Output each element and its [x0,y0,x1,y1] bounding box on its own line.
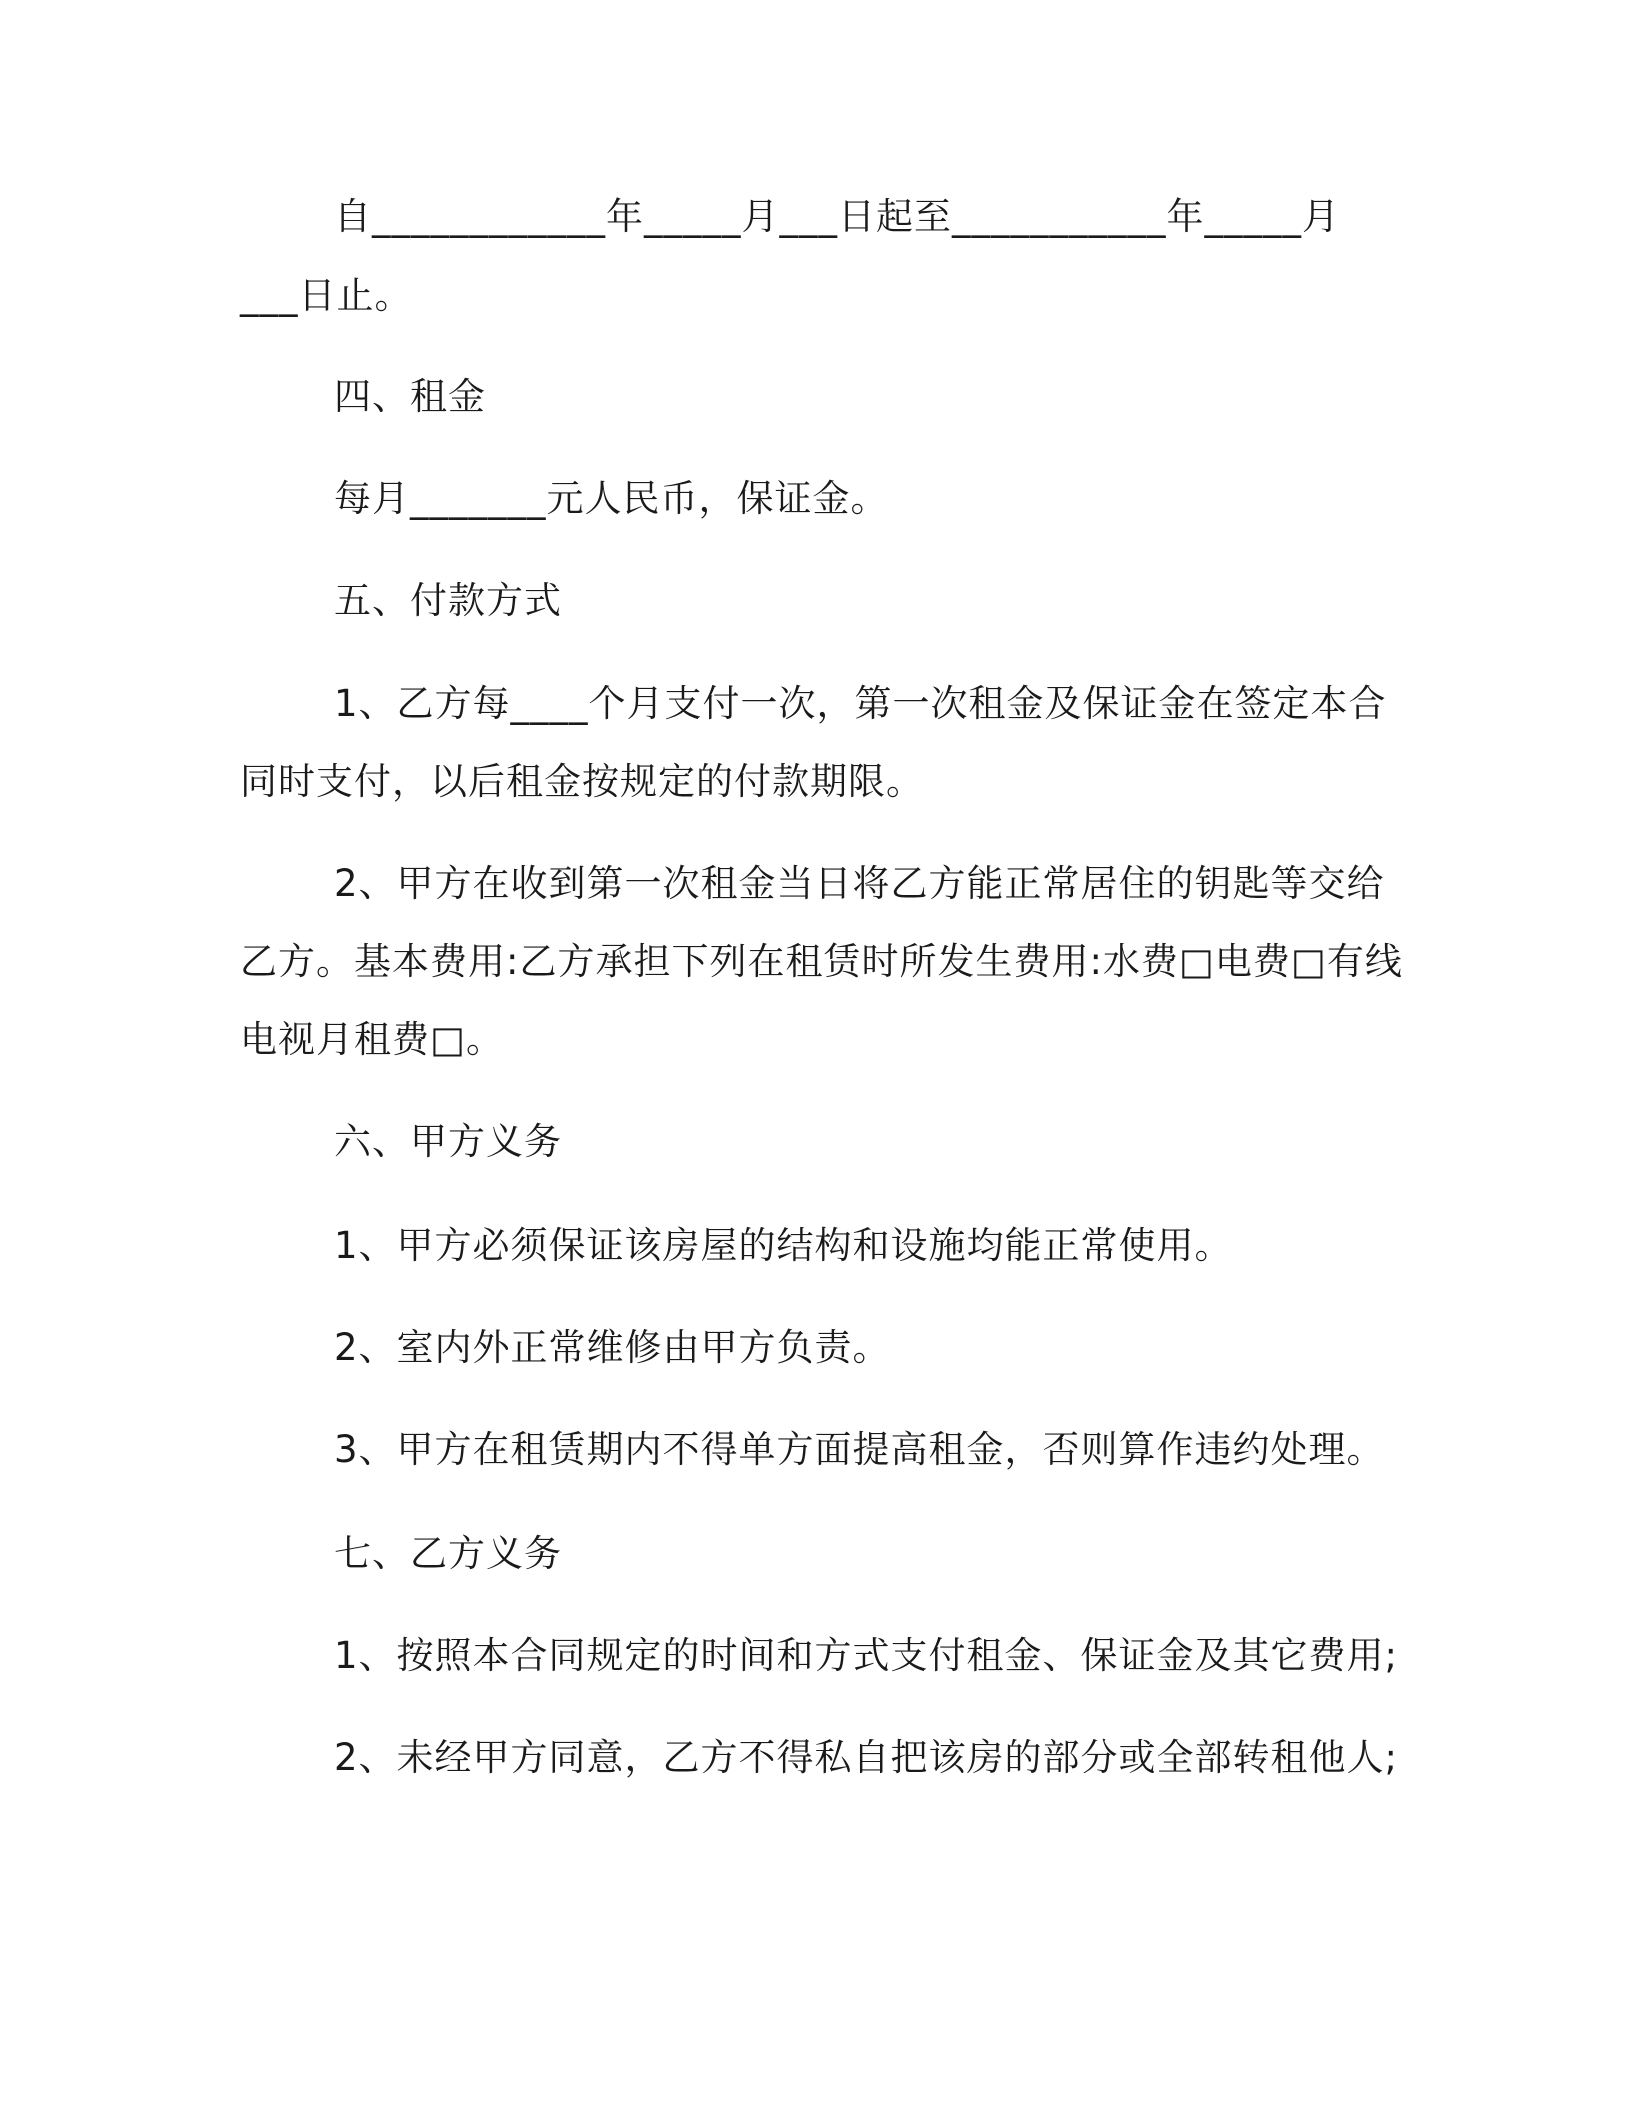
payment-clause-2: 2、甲方在收到第一次租金当日将乙方能正常居住的钥匙等交给 [334,862,1385,905]
party-a-clause-3: 3、甲方在租赁期内不得单方面提高租金，否则算作违约处理。 [334,1428,1385,1471]
section-heading-party-a: 六、甲方义务 [334,1120,562,1163]
payment-clause-1-cont: 同时支付，以后租金按规定的付款期限。 [240,760,924,803]
section-heading-rent: 四、租金 [334,375,486,418]
payment-clause-1: 1、乙方每____个月支付一次，第一次租金及保证金在签定本合 [334,682,1387,725]
term-period-end-line: ___日止。 [240,274,413,317]
rent-amount-line: 每月_______元人民币，保证金。 [334,477,889,520]
section-heading-party-b: 七、乙方义务 [334,1532,562,1575]
party-b-clause-2: 2、未经甲方同意，乙方不得私自把该房的部分或全部转租他人; [334,1736,1399,1779]
payment-clause-2-cont: 乙方。基本费用:乙方承担下列在租赁时所发生费用:水费□电费□有线 [240,940,1403,983]
party-a-clause-2: 2、室内外正常维修由甲方负责。 [334,1326,891,1369]
payment-clause-2-cont2: 电视月租费□。 [240,1018,504,1061]
party-a-clause-1: 1、甲方必须保证该房屋的结构和设施均能正常使用。 [334,1224,1233,1267]
section-heading-payment: 五、付款方式 [334,579,562,622]
party-b-clause-1: 1、按照本合同规定的时间和方式支付租金、保证金及其它费用; [334,1634,1399,1677]
term-period-line: 自____________年_____月___日起至___________年_____月 [334,195,1340,238]
